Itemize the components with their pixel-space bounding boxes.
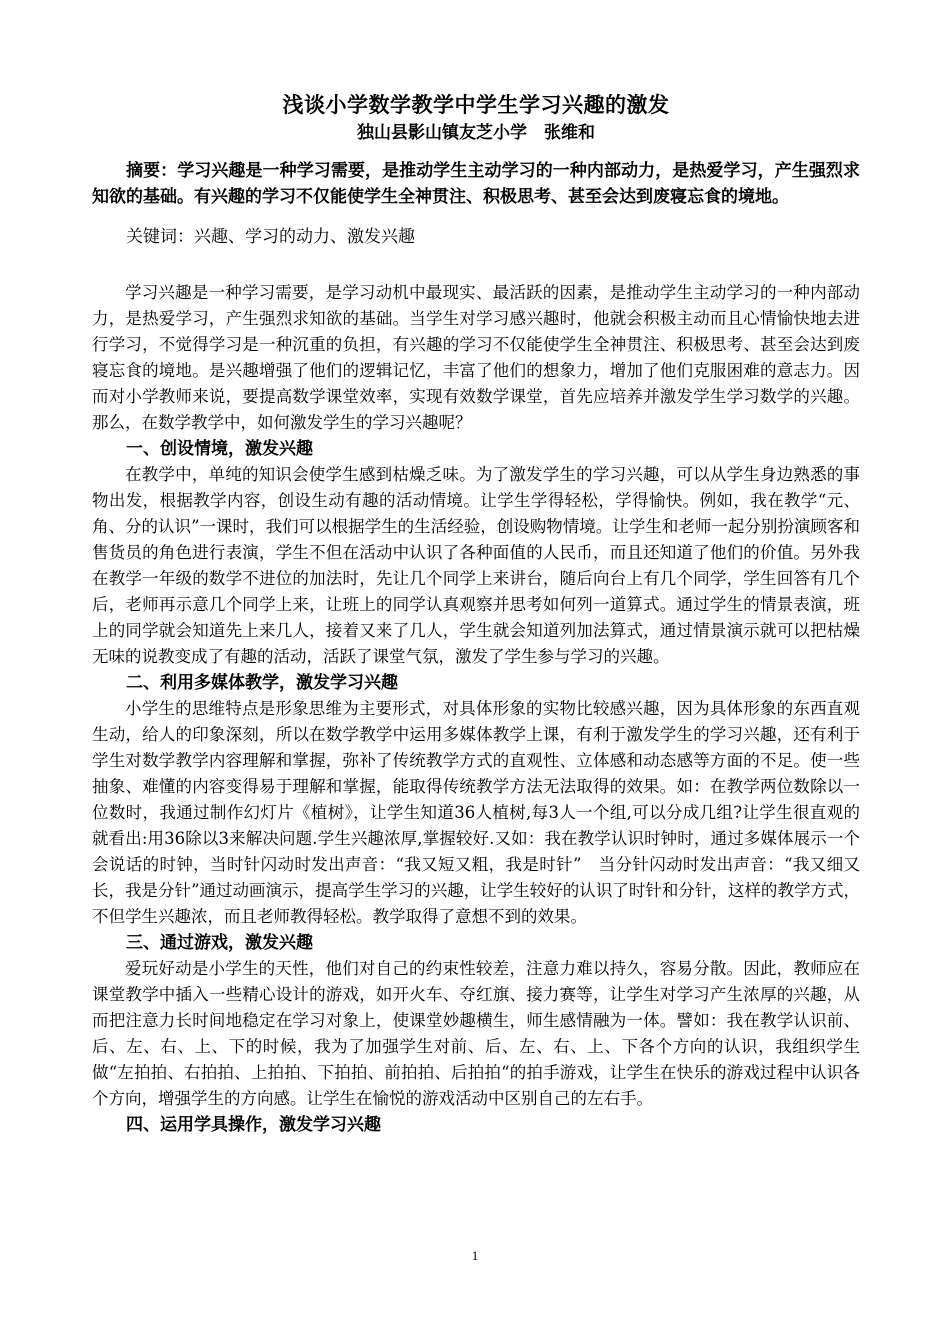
author-line: 独山县影山镇友芝小学 张维和 (357, 123, 595, 143)
document-title: 浅谈小学数学教学中学生学习兴趣的激发 (282, 92, 670, 117)
keywords-line: 关键词：兴趣、学习的动力、激发兴趣 (126, 227, 415, 247)
section-heading-4: 四、运用学具操作，激发学习兴趣 (126, 1115, 381, 1135)
section-body-3: 爱玩好动是小学生的天性，他们对自己的约束性较差，注意力难以持久，容易分散。因此，教师应在课堂教学中插入一些精心设计的游戏，如开火车、夺红旗、接力赛等，让学生对学习产生浓厚的兴趣，从而把注意力长时间地稳定在学习对象上，使课堂妙趣横生，师生感情融为一体。譬如：我在教学认识前、后、左、右、上、下的时候，我为了加强学生对前、后、左、右、上、下各个方向的认识，我组织学生做“左拍拍、右拍拍、上拍拍、下拍拍、前拍拍、后拍拍“的拍手游戏，让学生在快乐的游戏过程中认识各个方向，增强学生的方向感。让学生在愉悦的游戏活动中区别自己的左右手。 (92, 959, 860, 1108)
page-number: 1 (471, 1248, 479, 1263)
intro-paragraph: 学习兴趣是一种学习需要，是学习动机中最现实、最活跃的因素，是推动学生主动学习的一种内部动力，是热爱学习，产生强烈求知欲的基础。当学生对学习感兴趣时，他就会积极主动而且心情愉快地去进行学习，不觉得学习是一种沉重的负担，有兴趣的学习不仅能使学生全神贯注、积极思考、甚至会达到废寝忘食的境地。是兴趣增强了他们的逻辑记忆，丰富了他们的想象力，增加了他们克服困难的意志力。因而对小学教师来说，要提高数学课堂效率，实现有效数学课堂，首先应培养并激发学生学习数学的兴趣。那么，在数学教学中，如何激发学生的学习兴趣呢？ (92, 283, 860, 432)
abstract-paragraph: 摘要：学习兴趣是一种学习需要，是推动学生主动学习的一种内部动力，是热爱学习，产生强烈求知欲的基础。有兴趣的学习不仅能使学生全神贯注、积极思考、甚至会达到废寝忘食的境地。 (92, 161, 860, 207)
section-body-1: 在教学中，单纯的知识会使学生感到枯燥乏味。为了激发学生的学习兴趣，可以从学生身边熟悉的事物出发，根据教学内容，创设生动有趣的活动情境。让学生学得轻松，学得愉快。例如，我在教学“元、角、分的认识”一课时，我们可以根据学生的生活经验，创设购物情境。让学生和老师一起分别扮演顾客和售货员的角色进行表演，学生不但在活动中认识了各种面值的人民币，而且还知道了他们的价值。另外我在教学一年级的数学不进位的加法时，先让几个同学上来讲台，随后向台上有几个同学，学生回答有几个后，老师再示意几个同学上来，让班上的同学认真观察并思考如何列一道算式。通过学生的情景表演，班上的同学就会知道先上来几人，接着又来了几人，学生就会知道列加法算式，通过情景演示就可以把枯燥无味的说教变成了有趣的活动，活跃了课堂气氛，激发了学生参与学习的兴趣。 (92, 465, 860, 666)
section-heading-2: 二、利用多媒体教学，激发学习兴趣 (126, 673, 398, 693)
section-body-2: 小学生的思维特点是形象思维为主要形式，对具体形象的实物比较感兴趣，因为具体形象的东西直观生动，给人的印象深刻，所以在数学教学中运用多媒体教学上课，有利于激发学生的学习兴趣，还有利于学生对数学教学内容理解和掌握，弥补了传统教学方式的直观性、立体感和动态感等方面的不足。使一些抽象、难懂的内容变得易于理解和掌握，能取得传统教学方法无法取得的效果。如：在教学两位数除以一位数时，我通过制作幻灯片《植树》，让学生知道36人植树,每3人一个组,可以分成几组?让学生很直观的就看出:用36除以3来解决问题.学生兴趣浓厚,掌握较好.又如：我在教学认识时钟时，通过多媒体展示一个会说话的时钟，当时针闪动时发出声音：“我又短又粗，我是时针” 当分针闪动时发出声音：“我又细又长，我是分针”通过动画演示，提高学生学习的兴趣，让学生较好的认识了时针和分针，这样的教学方式，不但学生兴趣浓，而且老师教得轻松。教学取得了意想不到的效果。 (92, 699, 860, 926)
section-heading-1: 一、创设情境，激发兴趣 (126, 439, 313, 459)
section-heading-3: 三、通过游戏，激发兴趣 (126, 933, 313, 953)
document-page (92, 90, 860, 1138)
